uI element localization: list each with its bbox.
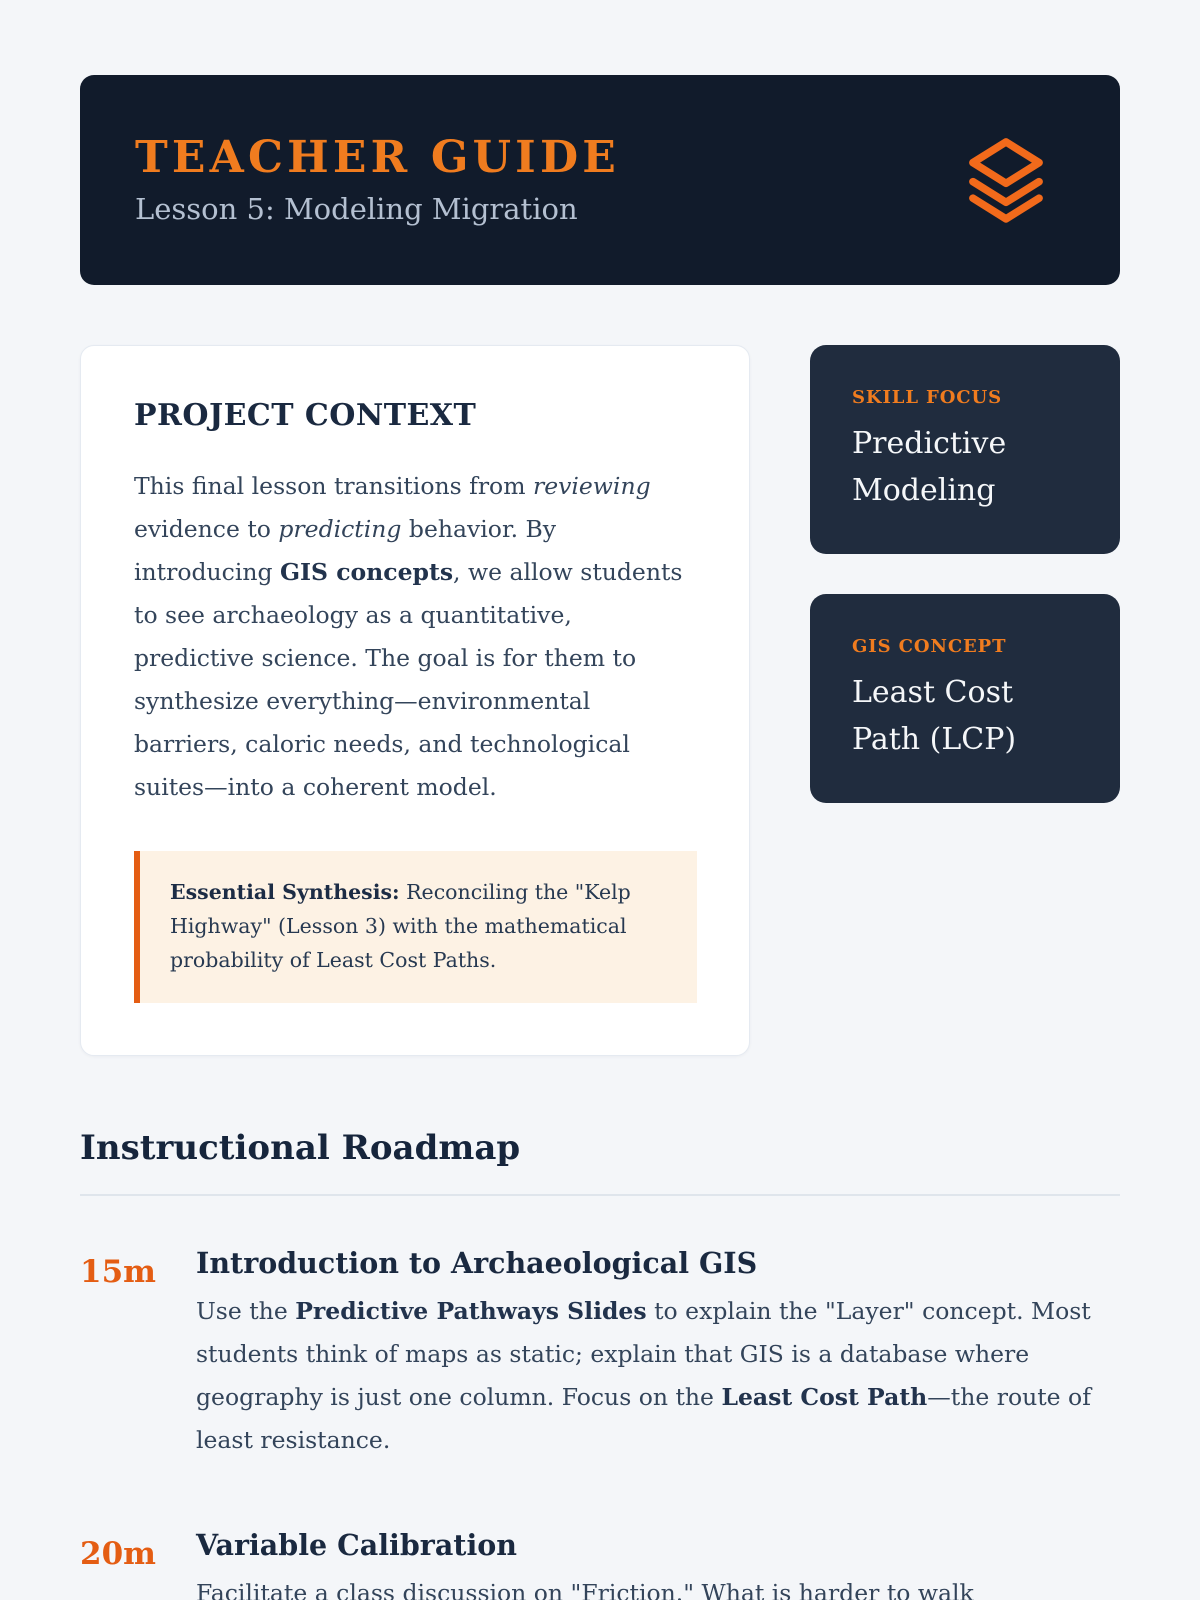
duration-badge: 20m	[80, 1536, 156, 1572]
gis-concept-label: GIS CONCEPT	[852, 636, 1007, 657]
skill-focus-label: SKILL FOCUS	[852, 387, 1003, 408]
instructional-roadmap-section	[80, 1128, 1120, 1600]
skill-focus-value: Predictive Modeling	[852, 426, 1007, 508]
roadmap-item-body: Use the Predictive Pathways Slides to explain the "Layer" concept. Most students think of maps as static; explain that GIS is a database where geography is just one column. Focus on the Least Cost Path—the route of least resistance.	[196, 1297, 1091, 1454]
roadmap-item-title: Introduction to Archaeological GIS	[196, 1246, 758, 1280]
roadmap-item-content	[196, 1528, 1120, 1600]
header-banner	[80, 75, 1120, 285]
skill-focus-card	[810, 345, 1120, 554]
duration-badge: 15m	[80, 1254, 156, 1290]
roadmap-item-intro-gis	[80, 1246, 1120, 1462]
gis-concept-card	[810, 594, 1120, 803]
project-context-card	[80, 345, 750, 1056]
roadmap-heading: Instructional Roadmap	[80, 1128, 521, 1168]
essential-synthesis-text: Essential Synthesis: Reconciling the "Kelp Highway" (Lesson 3) with the mathematical probability of Least Cost Paths.	[170, 880, 631, 972]
roadmap-item-title: Variable Calibration	[196, 1528, 518, 1562]
doc-title: TEACHER GUIDE	[135, 131, 620, 183]
roadmap-item-variable-calibration	[80, 1528, 1120, 1600]
layers-icon	[966, 137, 1046, 223]
doc-subtitle: Lesson 5: Modeling Migration	[135, 192, 578, 227]
gis-concept-value: Least Cost Path (LCP)	[852, 675, 1017, 757]
content-row	[80, 345, 1120, 1056]
project-context-heading: PROJECT CONTEXT	[134, 398, 477, 433]
roadmap-item-body: Facilitate a class discussion on "Friction." What is harder to walk	[196, 1579, 974, 1600]
project-context-paragraph: This final lesson transitions from reviewing evidence to predicting behavior. By introducing GIS concepts, we allow students to see archaeology as a quantitative, predictive science. The goal is for them to synthesize everything—environmental barriers, caloric needs, and technological suites—into a coherent model.	[134, 472, 683, 801]
roadmap-divider	[80, 1194, 1120, 1196]
header-text-block	[135, 131, 620, 227]
side-column	[810, 345, 1120, 803]
essential-synthesis-callout	[134, 851, 697, 1003]
roadmap-item-content	[196, 1246, 1120, 1462]
